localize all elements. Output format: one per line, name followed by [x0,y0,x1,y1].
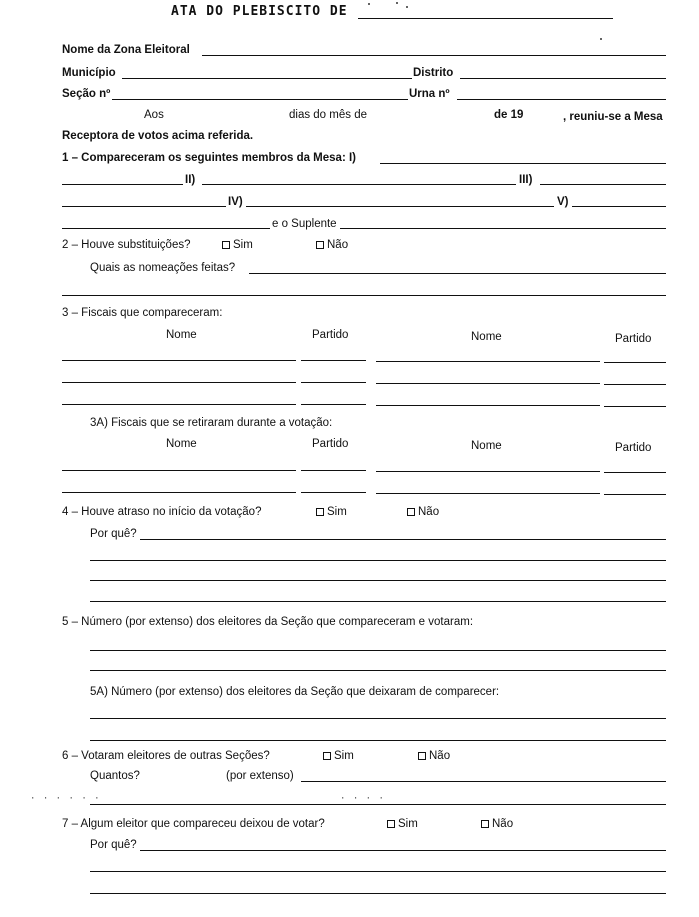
s4-porque-label: Por quê? [90,528,137,540]
s2-nao-option[interactable] [316,238,348,252]
s3a-row2-nome1 [62,492,296,493]
s3-row2-nome1 [62,382,296,383]
s3a-col-partido-2: Partido [615,442,652,454]
s4-line-3 [90,580,666,581]
checkbox-icon[interactable] [407,508,415,516]
checkbox-icon[interactable] [481,820,489,828]
member-v-label: V) [557,196,569,208]
secao-label: Seção nº [62,88,111,100]
s6-quantos-line [301,781,666,782]
s2-quais-label: Quais as nomeações feitas? [90,262,236,274]
s4-nao-label: Não [418,506,440,518]
section-5a-question: 5A) Número (por extenso) dos eleitores da Seção que deixaram de comparecer: [90,686,500,698]
s3-row1-nome2 [376,361,600,362]
member-ii-line [202,184,516,185]
member-i-cont-line [62,184,183,185]
s2-sim-label: Sim [233,239,253,251]
s3-col-nome-1: Nome [166,329,197,341]
section-6-question: 6 – Votaram eleitores de outras Seções? [62,750,270,762]
s3-row2-partido2 [604,384,666,385]
s6-extenso-label: (por extenso) [226,770,294,782]
checkbox-icon[interactable] [387,820,395,828]
suplente-pre-line [62,228,270,229]
s7-sim-label: Sim [398,818,418,830]
s5a-line-1 [90,718,666,719]
checkbox-icon[interactable] [418,752,426,760]
s4-sim-option[interactable] [316,505,347,519]
s2-sim-option[interactable] [222,238,253,252]
member-i-line [380,163,666,164]
distrito-line [460,78,666,79]
suplente-label: e o Suplente [272,218,337,230]
s6-quantos-label: Quantos? [90,770,140,782]
section-1-question: 1 – Compareceram os seguintes membros da Mesa: I) [62,152,356,164]
member-iii-line [540,184,666,185]
zona-line [202,55,666,56]
scan-speck [406,6,408,8]
distrito-label: Distrito [413,67,454,79]
s4-line-2 [90,560,666,561]
scan-speck [396,2,398,4]
section-3-title: 3 – Fiscais que compareceram: [62,307,223,319]
s3-col-partido-2: Partido [615,333,652,345]
secao-line [112,99,408,100]
urna-line [457,99,666,100]
reuniu-text: , reuniu-se a Mesa [563,111,663,123]
member-ii-label: II) [185,174,196,186]
s3-row1-nome1 [62,360,296,361]
aos-text: Aos [144,109,164,121]
section-3a-title: 3A) Fiscais que se retiraram durante a votação: [90,417,333,429]
checkbox-icon[interactable] [323,752,331,760]
municipio-line [122,78,412,79]
s3a-col-nome-1: Nome [166,438,197,450]
urna-label: Urna nº [409,88,450,100]
member-iii-label: III) [519,174,533,186]
member-iii-cont-line [62,206,226,207]
section-5-question: 5 – Número (por extenso) dos eleitores da Seção que compareceram e votaram: [62,616,474,628]
receptora-text: Receptora de votos acima referida. [62,130,254,142]
s3-row3-partido2 [604,406,666,407]
s3a-row1-nome1 [62,470,296,471]
s3-row3-partido1 [301,404,366,405]
s3a-row2-partido1 [301,492,366,493]
s5a-line-2 [90,740,666,741]
s2-extra-line [62,295,666,296]
s4-nao-option[interactable] [407,505,439,519]
member-iv-line [246,206,554,207]
s4-sim-label: Sim [327,506,347,518]
s3a-row1-nome2 [376,471,600,472]
s7-line-3 [90,893,666,894]
section-2-question: 2 – Houve substituições? [62,239,191,251]
s5-line-2 [90,670,666,671]
s6-nao-option[interactable] [418,749,450,763]
municipio-label: Município [62,67,116,79]
s3a-row1-partido1 [301,470,366,471]
s3-row3-nome1 [62,404,296,405]
s7-line-2 [90,871,666,872]
s3-row1-partido1 [301,360,366,361]
s7-sim-option[interactable] [387,817,418,831]
s5-line-1 [90,650,666,651]
de19-text: de 19 [494,109,524,121]
dias-text: dias do mês de [289,109,367,121]
scan-noise: · · · · [340,794,385,804]
s3-row2-partido1 [301,382,366,383]
s6-line-2 [90,804,666,805]
member-v-line [572,206,666,207]
s7-nao-label: Não [492,818,514,830]
s3a-col-nome-2: Nome [471,440,502,452]
s7-porque-label: Por quê? [90,839,137,851]
scan-noise: · · · · · · [30,794,101,804]
scan-speck [368,3,370,5]
s3-row1-partido2 [604,362,666,363]
zona-label: Nome da Zona Eleitoral [62,44,190,56]
s6-sim-option[interactable] [323,749,354,763]
s3a-row2-nome2 [376,493,600,494]
suplente-line [340,228,666,229]
s4-line-1 [140,539,666,540]
title-year-line [358,18,613,19]
s3-row2-nome2 [376,383,600,384]
checkbox-icon[interactable] [222,241,230,249]
s6-nao-label: Não [429,750,451,762]
s4-line-4 [90,601,666,602]
s7-line-1 [140,850,666,851]
s6-sim-label: Sim [334,750,354,762]
s2-quais-line [249,273,666,274]
member-iv-label: IV) [228,196,243,208]
section-7-question: 7 – Algum eleitor que compareceu deixou de votar? [62,818,325,830]
s3-col-partido-1: Partido [312,329,349,341]
s3a-row2-partido2 [604,494,666,495]
s3a-col-partido-1: Partido [312,438,349,450]
scan-speck [600,38,602,40]
checkbox-icon[interactable] [316,241,324,249]
s2-nao-label: Não [327,239,349,251]
section-4-question: 4 – Houve atraso no início da votação? [62,506,262,518]
document-title: ATA DO PLEBISCITO DE [171,4,348,19]
s7-nao-option[interactable] [481,817,513,831]
checkbox-icon[interactable] [316,508,324,516]
s3-col-nome-2: Nome [471,331,502,343]
s3a-row1-partido2 [604,472,666,473]
s3-row3-nome2 [376,405,600,406]
